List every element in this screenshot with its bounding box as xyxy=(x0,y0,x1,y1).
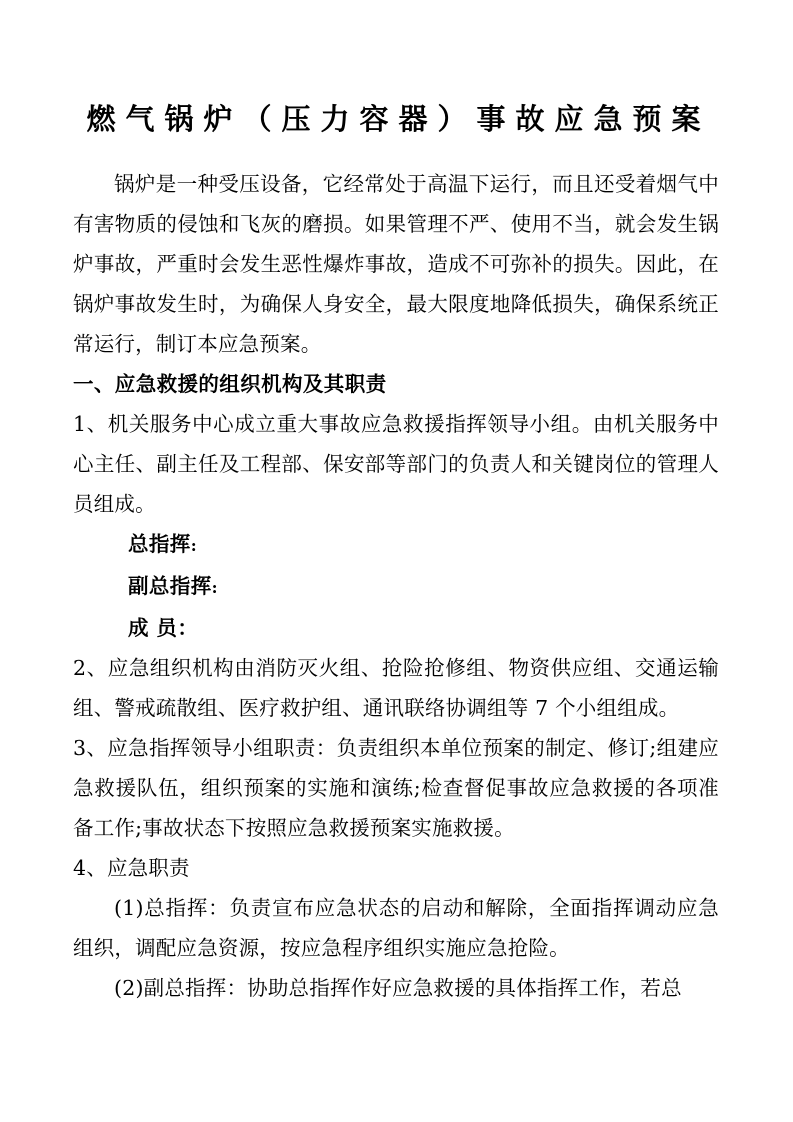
role-colon-commander: : xyxy=(190,536,198,555)
document-content xyxy=(73,96,719,1008)
role-line-deputy-commander xyxy=(73,566,719,608)
list-item-4: 4、应急职责 xyxy=(73,856,190,880)
page-title: 燃气锅炉（压力容器）事故应急预案 xyxy=(86,102,711,136)
list-item-4-sub-1: (1)总指挥：负责宣布应急状态的启动和解除，全面指挥调动应急组织，调配应急资源，按应急程序组织实施应急抢险。 xyxy=(73,896,719,960)
role-label-members: 成 员 xyxy=(128,616,178,640)
list-item-2: 2、应急组织机构由消防灭火组、抢险抢修组、物资供应组、交通运输组、警戒疏散组、医疗救护组、通讯联络协调组等 7 个小组组成。 xyxy=(73,656,719,720)
list-item-3: 3、应急指挥领导小组职责：负责组织本单位预案的制定、修订;组建应急救援队伍，组织预案的实施和演练;检查督促事故应急救援的各项准备工作;事故状态下按照应急救援预案实施救援。 xyxy=(73,736,719,840)
role-colon-deputy-commander: : xyxy=(211,578,218,597)
role-line-commander xyxy=(73,524,719,566)
role-colon-members: ： xyxy=(177,616,199,640)
role-label-commander: 总指挥 xyxy=(128,532,191,556)
intro-paragraph: 锅炉是一种受压设备，它经常处于高温下运行，而且还受着烟气中有害物质的侵蚀和飞灰的磨损。如果管理不严、使用不当，就会发生锅炉事故，严重时会发生恶性爆炸事故，造成不可弥补的损失。因此，在锅炉事故发生时，为确保人身安全，最大限度地降低损失，确保系统正常运行，制订本应急预案。 xyxy=(73,172,719,356)
list-item-1: 1、机关服务中心成立重大事故应急救援指挥领导小组。由机关服务中心主任、副主任及工程部、保安部等部门的负责人和关键岗位的管理人员组成。 xyxy=(73,412,719,516)
role-line-members xyxy=(73,608,719,648)
role-label-deputy-commander: 副总指挥 xyxy=(128,574,212,598)
list-item-4-sub-2: (2)副总指挥：协助总指挥作好应急救援的具体指挥工作，若总 xyxy=(114,976,682,1000)
section-heading-one: 一、应急救援的组织机构及其职责 xyxy=(73,372,387,396)
